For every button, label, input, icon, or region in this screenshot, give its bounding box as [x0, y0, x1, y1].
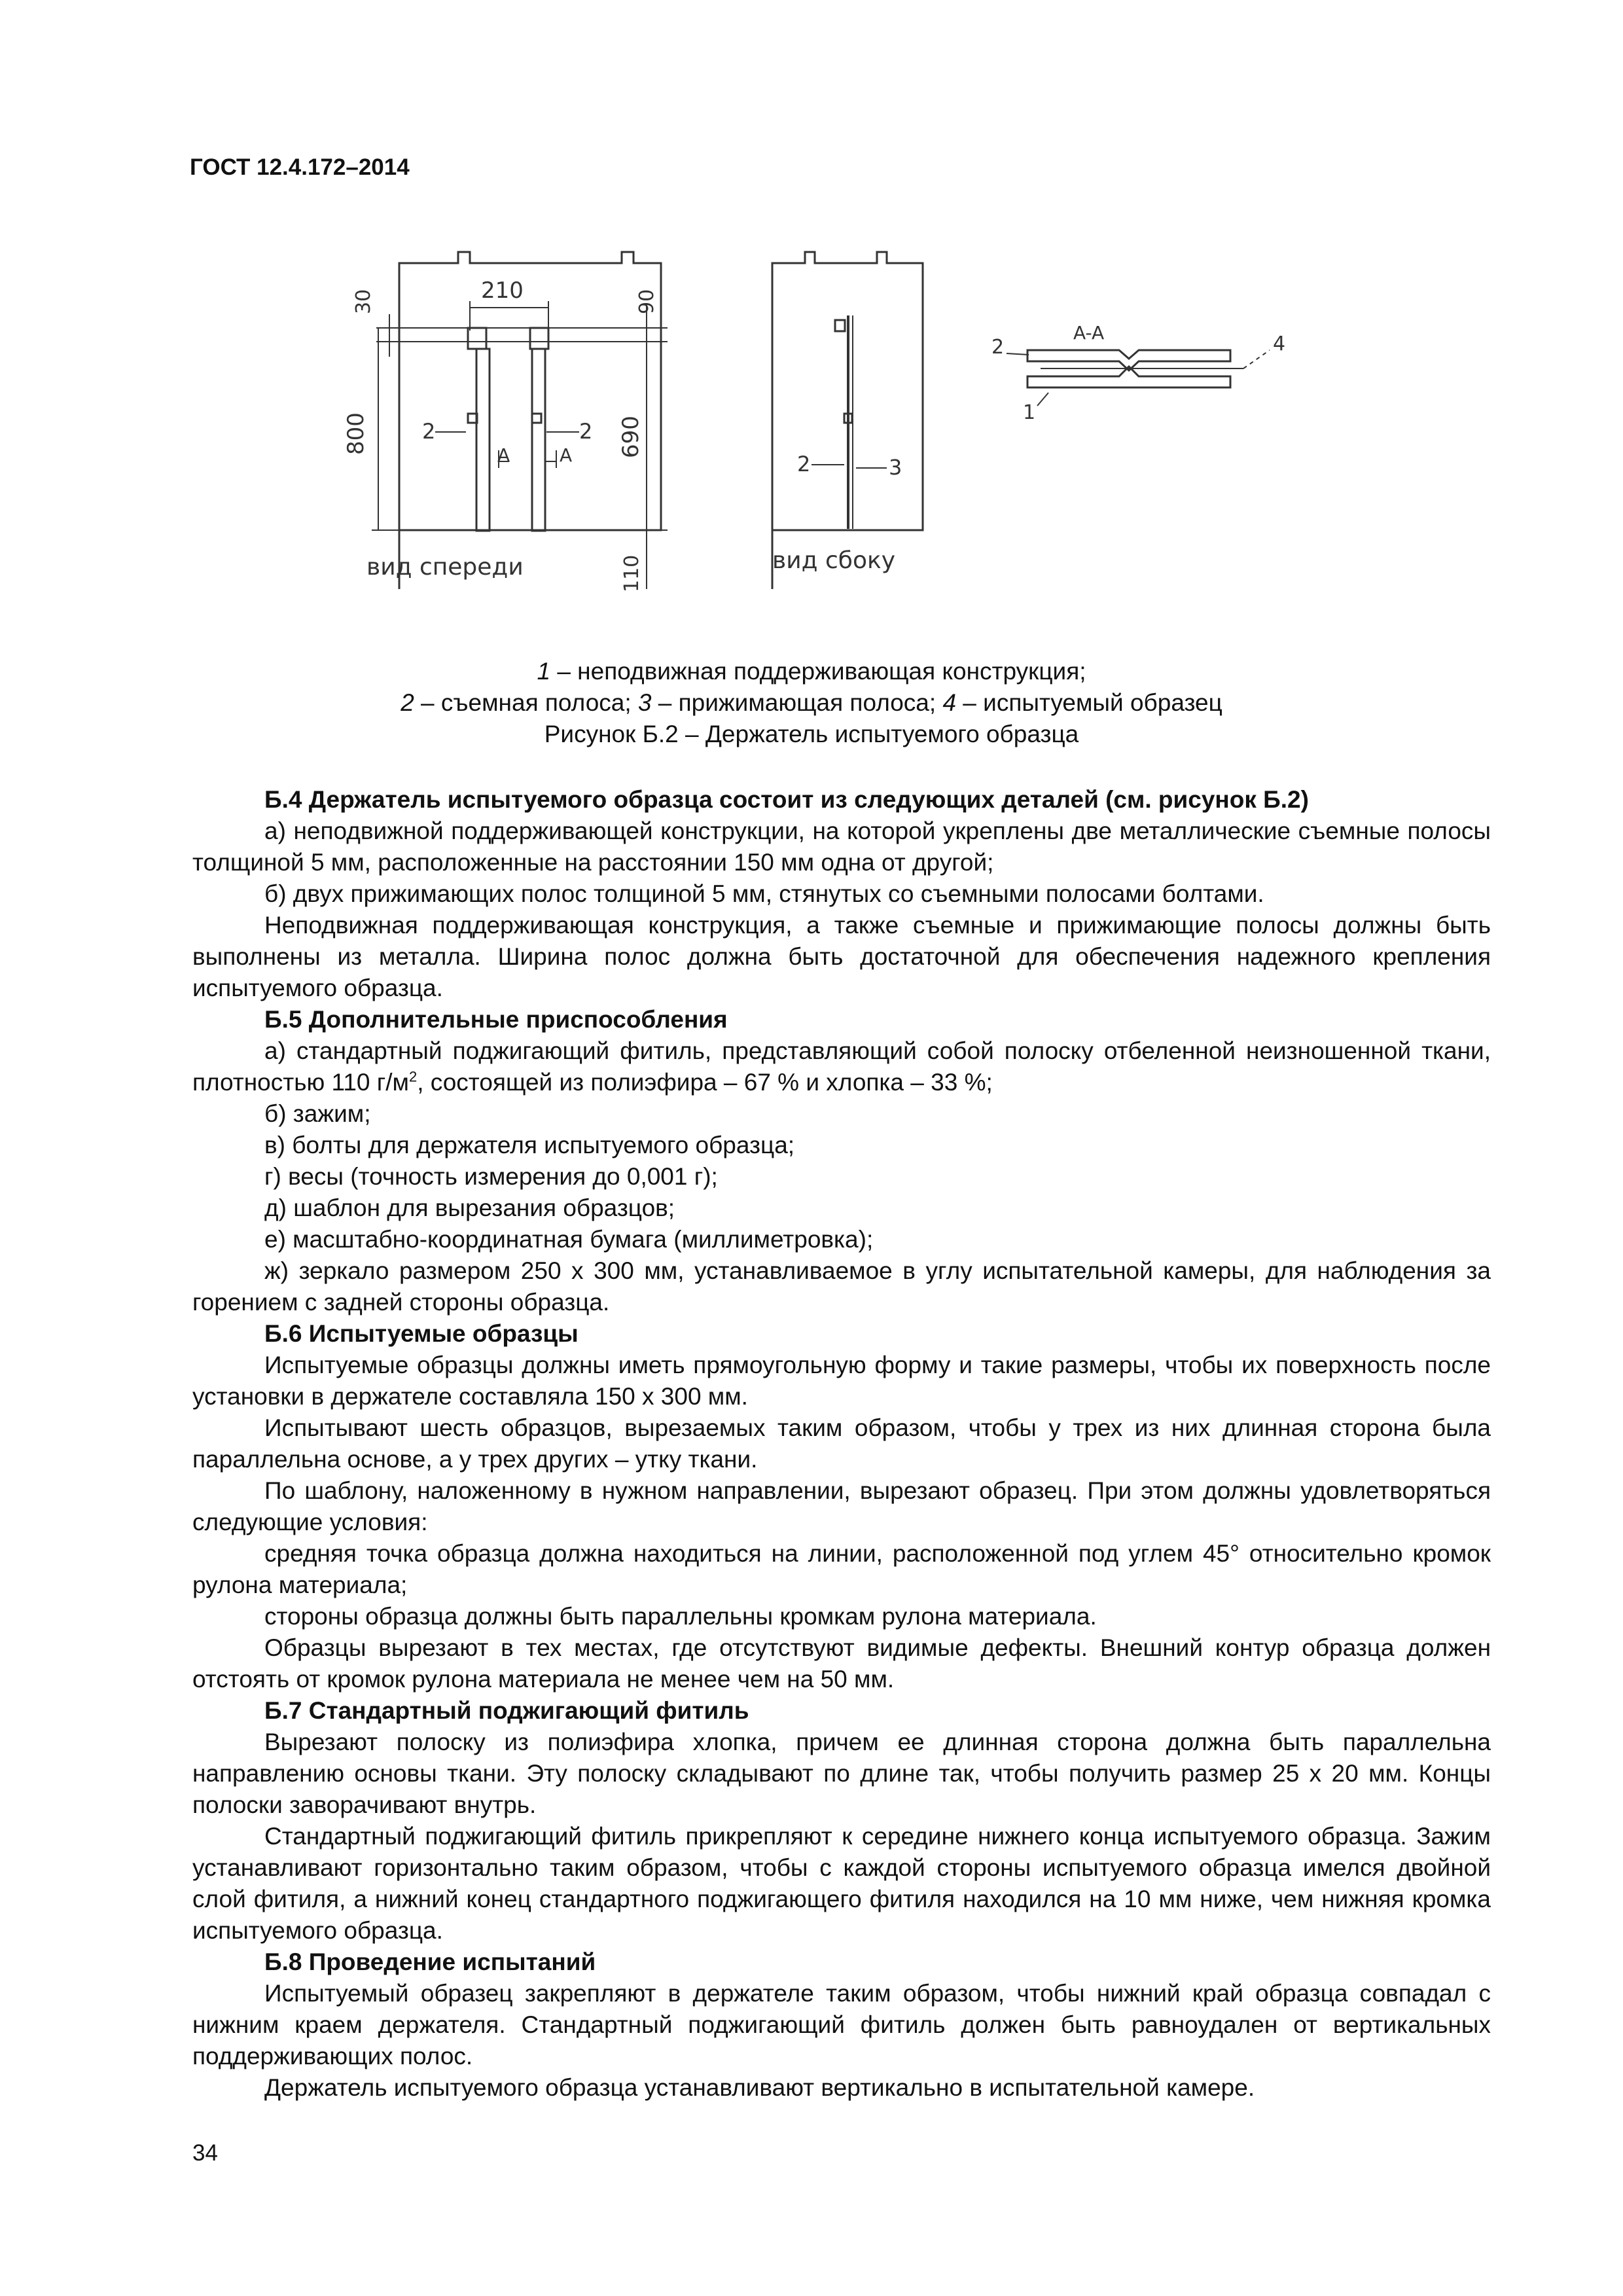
section-label-2: 2	[991, 336, 1005, 359]
paragraph: Держатель испытуемого образца устанавливают вертикально в испытательной камере.	[264, 2074, 1255, 2101]
legend-num-4: 4	[942, 689, 957, 716]
front-clamp-left	[468, 328, 486, 349]
paragraph: б) двух прижимающих полос толщиной 5 мм, стянутых со съемными полосами болтами.	[264, 880, 1264, 907]
paragraph: Неподвижная поддерживающая конструкция, а также съемные и прижимающие полосы должны быть выполнены из металла. Ширина полос должна быть достаточной для обеспечения надежного крепления испытуемого образца.	[192, 912, 1491, 1001]
label-section-right: A	[560, 444, 573, 466]
paragraph: Вырезают полоску из полиэфира хлопка, причем ее длинная сторона должна быть параллельна направлению основы ткани. Эту полоску складывают по длине так, чтобы получить размер 25 х 20 мм. Концы полоски заворачивают внутрь.	[192, 1729, 1491, 1818]
heading-b8: Б.8 Проведение испытаний	[264, 1948, 596, 1975]
document-body	[192, 784, 1491, 2104]
paragraph: Испытуемый образец закрепляют в держателе таким образом, чтобы нижний край образца совпадал с нижним краем держателя. Стандартный поджигающий фитиль должен быть равноудален от вертикальных поддерживающих полос.	[192, 1980, 1491, 2070]
label-strip-right: 2	[579, 419, 593, 444]
dim-top-label: 30	[352, 289, 375, 314]
section-title: A-A	[1073, 322, 1105, 344]
heading-b6: Б.6 Испытуемые образцы	[264, 1320, 579, 1347]
paragraph: По шаблону, наложенному в нужном направлении, вырезают образец. При этом должны удовлетворяться следующие условия:	[192, 1477, 1491, 1535]
legend-num-2: 2	[401, 689, 414, 716]
paragraph: Испытывают шесть образцов, вырезаемых таким образом, чтобы у трех из них длинная сторона была параллельна основе, а у трех других – утку ткани.	[192, 1414, 1491, 1473]
holder-drawing	[301, 242, 1361, 609]
fuse-superscript: 2	[409, 1068, 418, 1085]
heading-b5: Б.5 Дополнительные приспособления	[264, 1006, 728, 1033]
label-section-left: A	[497, 444, 510, 466]
legend-text-3: – прижимающая полоса;	[651, 689, 943, 716]
section-label-4: 4	[1273, 332, 1286, 355]
legend-text-4: – испытуемый образец	[956, 689, 1222, 716]
legend-text-1: – неподвижная поддерживающая конструкция;	[550, 658, 1086, 685]
legend-num-1: 1	[537, 658, 551, 685]
paragraph: Образцы вырезают в тех местах, где отсутствуют видимые дефекты. Внешний контур образца должен отстоять от кромок рулона материала не менее чем на 50 мм.	[192, 1634, 1491, 1693]
front-strip-left	[476, 349, 490, 531]
side-label-2: 2	[797, 452, 811, 476]
paragraph: Испытуемые образцы должны иметь прямоугольную форму и такие размеры, чтобы их поверхность после установки в держателе составляла 150 х 300 мм.	[192, 1352, 1491, 1410]
paragraph-fuse	[192, 1035, 1491, 1098]
paragraph: стороны образца должны быть параллельны кромкам рулона материала.	[264, 1603, 1097, 1630]
paragraph: средняя точка образца должна находиться на линии, расположенной под углем 45° относительно кромок рулона материала;	[192, 1540, 1491, 1598]
dim-total-height-label: 800	[343, 412, 369, 455]
figure-b2-specimen-holder	[301, 242, 1361, 609]
heading-b7: Б.7 Стандартный поджигающий фитиль	[264, 1697, 749, 1724]
legend-line-2	[0, 687, 1623, 719]
legend-num-3: 3	[637, 689, 652, 716]
list-item: д) шаблон для вырезания образцов;	[264, 1194, 675, 1221]
front-strip-right	[532, 349, 545, 531]
front-bolt-right	[532, 414, 541, 423]
paragraph: а) неподвижной поддерживающей конструкции, на которой укреплены две металлические съемные полосы толщиной 5 мм, расположенные на расстоянии 150 мм одна от другой;	[192, 817, 1491, 876]
heading-b4: Б.4 Держатель испытуемого образца состоит из следующих деталей (см. рисунок Б.2)	[264, 786, 1309, 813]
section-label-1: 1	[1023, 401, 1036, 424]
list-item: ж) зеркало размером 250 х 300 мм, устанавливаемое в углу испытательной камеры, для наблюдения за горением с задней стороны образца.	[192, 1257, 1491, 1316]
legend-text-2: – съемная полоса;	[414, 689, 638, 716]
dim-bottom-label: 110	[620, 554, 643, 592]
front-clamp-right	[530, 328, 548, 349]
label-strip-left: 2	[422, 419, 436, 444]
dim-gap-label: 90	[635, 289, 658, 314]
side-label-3: 3	[889, 455, 902, 480]
fuse-text-before: а) стандартный поджигающий фитиль, представляющий собой полоску отбеленной неизношенной ткани, плотностью 110 г/м	[192, 1037, 1491, 1096]
list-item: в) болты для держателя испытуемого образца;	[264, 1132, 795, 1158]
list-item: б) зажим;	[264, 1100, 371, 1127]
legend-line-1	[0, 656, 1623, 687]
side-clamp	[835, 320, 845, 331]
list-item: е) масштабно-координатная бумага (миллиметровка);	[264, 1226, 874, 1253]
caption-side-view: вид сбоку	[772, 547, 896, 574]
paragraph: Стандартный поджигающий фитиль прикрепляют к середине нижнего конца испытуемого образца. Зажим устанавливают горизонтально таким образом, чтобы с каждой стороны испытуемого образца имелся двойной слой фитиля, а нижний конец стандартного поджигающего фитиля находился на 10 мм ниже, чем нижняя кромка испытуемого образца.	[192, 1823, 1491, 1944]
document-code-header: ГОСТ 12.4.172–2014	[190, 154, 410, 180]
figure-caption: Рисунок Б.2 – Держатель испытуемого образца	[544, 721, 1079, 747]
page-number: 34	[192, 2140, 218, 2166]
dim-width-label: 210	[481, 278, 524, 304]
fuse-text-after: , состоящей из полиэфира – 67 % и хлопка – 33 %;	[417, 1069, 993, 1096]
caption-front-view: вид спереди	[366, 554, 524, 581]
dim-strip-height-label: 690	[618, 416, 644, 458]
list-item: г) весы (точность измерения до 0,001 г);	[264, 1163, 718, 1190]
